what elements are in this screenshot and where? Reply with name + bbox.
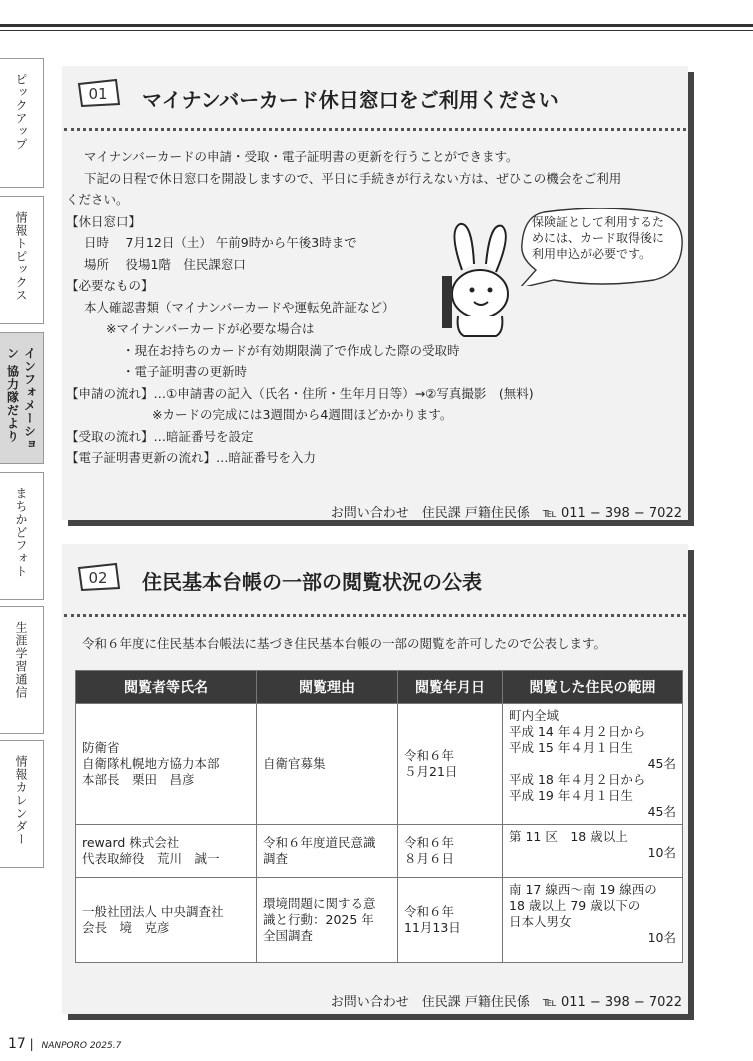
body-line: 【申請の流れ】…①申請書の記入（氏名・住所・生年月日等）→②写真撮影 (無料) xyxy=(66,385,534,401)
cell-line: 全国調査 xyxy=(263,928,314,943)
table-header-row xyxy=(76,671,683,704)
cell-line: 町内全域 xyxy=(509,708,560,723)
table-row xyxy=(76,704,683,825)
cell-line: 防衛省 xyxy=(82,740,120,755)
svg-text:01: 01 xyxy=(88,85,108,103)
cell-line: 令和６年 xyxy=(404,904,455,919)
body-line: ※カードの完成には3週間から4週間ほどかかります。 xyxy=(152,407,453,422)
cell-date xyxy=(398,704,503,825)
cell-scope xyxy=(503,825,683,878)
cell-line: ５月21日 xyxy=(404,764,458,779)
cell-line: 令和６年度道民意識 xyxy=(263,835,376,850)
body-line: 【必要なもの】 xyxy=(66,278,154,293)
dotted-divider xyxy=(64,614,686,617)
cell-line: 一般社団法人 中央調査社 xyxy=(82,904,224,919)
cell-line: 平成 15 年４月１日生 xyxy=(509,740,633,755)
tab-label: 情報カレンダー xyxy=(14,755,28,846)
cell-date xyxy=(398,825,503,878)
cell-line: ８月６日 xyxy=(404,851,455,866)
col-header: 閲覧理由 xyxy=(257,671,398,704)
cell-line: 平成 18 年４月２日から xyxy=(509,772,646,787)
table-row xyxy=(76,878,683,963)
cell-line: 調査 xyxy=(263,851,289,866)
cell-line: 令和６年 xyxy=(404,748,455,763)
cell-line: reward 株式会社 xyxy=(82,835,180,850)
svg-text:02: 02 xyxy=(88,569,108,587)
tab-learning[interactable] xyxy=(0,606,44,734)
cell-line: 会長 境 克彦 xyxy=(82,920,170,935)
tab-photo[interactable] xyxy=(0,472,44,600)
tab-pickup[interactable] xyxy=(0,58,44,188)
body-line: 【受取の流れ】…暗証番号を設定 xyxy=(66,428,254,444)
cell-reason xyxy=(257,878,398,963)
number-badge-icon xyxy=(76,78,122,108)
cell-reason xyxy=(257,704,398,825)
cell-line: 平成 14 年４月２日から xyxy=(509,724,646,739)
body-line: ※マイナンバーカードが必要な場合は xyxy=(106,321,315,336)
cell-count: 45名 xyxy=(647,756,676,771)
cell-count: 45名 xyxy=(647,804,676,819)
page-footer: 17 | NANPORO 2025.7 xyxy=(8,1036,122,1052)
cell-line: 環境問題に関する意 xyxy=(263,896,376,911)
body-line: 日時 7月12日（土） 午前9時から午後3時まで xyxy=(84,235,357,250)
body-line: 本人確認書類（マイナンバーカードや運転免許証など） xyxy=(84,299,395,315)
bubble-line: めには、カード取得後に xyxy=(532,231,665,245)
article-mynumber xyxy=(62,66,688,520)
tab-label: インフォメーション 協力隊だより xyxy=(5,347,37,451)
cell-line: 平成 19 年４月１日生 xyxy=(509,788,633,803)
col-header: 閲覧した住民の範囲 xyxy=(503,671,683,704)
body-line: 【電子証明書更新の流れ】…暗証番号を入力 xyxy=(66,450,317,465)
cell-line: 自衛隊札幌地方協力本部 xyxy=(82,756,220,771)
inspection-table xyxy=(75,670,683,963)
cell-line: 本部長 栗田 昌彦 xyxy=(82,772,195,787)
tab-label: まちかどフォト xyxy=(14,487,28,578)
header-rule xyxy=(0,24,753,27)
article-title: マイナンバーカード休日窓口をご利用ください xyxy=(142,88,559,112)
bubble-line: 保険証として利用するた xyxy=(532,215,665,229)
cell-line: 代表取締役 荒川 誠一 xyxy=(82,851,220,866)
cell-line: 令和６年 xyxy=(404,835,455,850)
page-number: 17 xyxy=(8,1036,26,1052)
dotted-divider xyxy=(64,128,686,131)
body-line: 下記の日程で休日窓口を開設しますので、平日に手続きが行えない方は、ぜひこの機会をご利用 xyxy=(84,170,622,186)
article-resident-register xyxy=(62,544,688,1014)
cell-line: 識と行動：2025 年 xyxy=(263,912,374,927)
cell-reason xyxy=(257,825,398,878)
cell-name xyxy=(76,704,257,825)
col-header: 閲覧年月日 xyxy=(398,671,503,704)
tab-topics[interactable] xyxy=(0,196,44,324)
tab-label: ピックアップ xyxy=(14,73,28,151)
cell-line: 第 11 区 18 歳以上 xyxy=(509,829,628,844)
cell-name xyxy=(76,878,257,963)
cell-scope xyxy=(503,878,683,963)
contact-info: お問い合わせ 住民課 戸籍住民係 ℡ 011 − 398 − 7022 xyxy=(330,506,682,521)
cell-line: 自衛官募集 xyxy=(263,756,326,771)
cell-line: 11月13日 xyxy=(404,920,461,935)
tab-label: 情報トピックス xyxy=(14,211,28,302)
body-line: マイナンバーカードの申請・受取・電子証明書の更新を行うことができます。 xyxy=(84,149,519,164)
body-line: 【休日窓口】 xyxy=(66,213,142,229)
header-rule-thin xyxy=(0,30,753,31)
cell-scope xyxy=(503,704,683,825)
cell-count: 10名 xyxy=(647,845,676,860)
cell-line: 南 17 線西〜南 19 線西の xyxy=(509,882,657,897)
body-line: 場所 役場1階 住民課窓口 xyxy=(84,256,246,272)
body-line: ください。 xyxy=(66,192,129,207)
rabbit-mascot-icon xyxy=(434,220,524,340)
col-header: 閲覧者等氏名 xyxy=(76,671,257,704)
tab-calendar[interactable] xyxy=(0,740,44,868)
table-row xyxy=(76,825,683,878)
body-line: ・現在お持ちのカードが有効期限満了で作成した際の受取時 xyxy=(122,342,460,358)
bubble-text xyxy=(532,214,682,262)
article-intro: 令和６年度に住民基本台帳法に基づき住民基本台帳の一部の閲覧を許可したので公表します。 xyxy=(82,636,607,651)
bubble-line: 利用申込が必要です。 xyxy=(532,247,652,261)
number-badge-icon xyxy=(76,562,122,592)
cell-line: 日本人男女 xyxy=(509,914,572,929)
cell-count: 10名 xyxy=(647,930,676,945)
cell-name xyxy=(76,825,257,878)
tab-label: 生涯学習通信 xyxy=(14,621,28,699)
body-line: ・電子証明書の更新時 xyxy=(122,364,248,379)
cell-date xyxy=(398,878,503,963)
tab-information[interactable] xyxy=(0,332,44,464)
magazine-name: NANPORO 2025.7 xyxy=(41,1041,122,1051)
cell-line: 18 歳以上 79 歳以下の xyxy=(509,898,641,913)
article-body xyxy=(66,146,676,469)
article-title: 住民基本台帳の一部の閲覧状況の公表 xyxy=(142,570,482,594)
contact-info: お問い合わせ 住民課 戸籍住民係 ℡ 011 − 398 − 7022 xyxy=(330,995,682,1010)
